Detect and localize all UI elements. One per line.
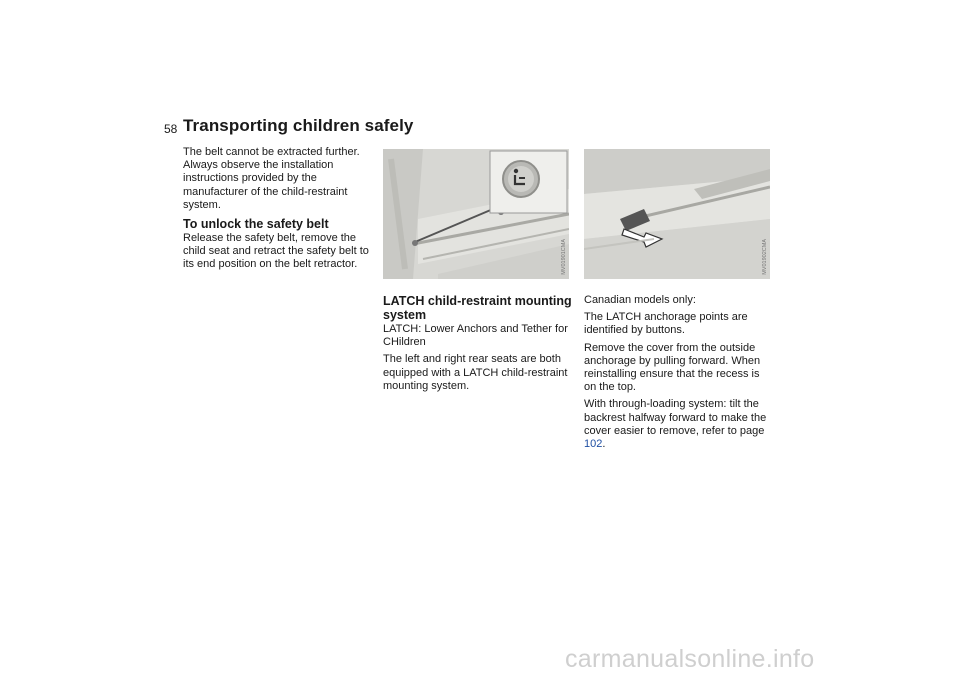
figure-code: MV01902CMA xyxy=(762,239,768,275)
column-3 xyxy=(584,294,774,455)
figure-code: MV01901CMA xyxy=(561,239,567,275)
figure-anchor-cover xyxy=(584,149,770,279)
anchor-cover-illustration xyxy=(584,149,770,279)
unlock-belt-heading: To unlock the safety belt xyxy=(183,217,329,232)
page-number: 58 xyxy=(164,122,178,136)
anchorage-identification: The LATCH anchorage points are identified by buttons. xyxy=(584,311,748,337)
column-2 xyxy=(383,294,573,397)
footer-watermark: carmanualsonline.info xyxy=(565,645,815,673)
latch-description: The left and right rear seats are both equipped with a LATCH child-restraint mounting system. xyxy=(383,353,568,392)
sentence-end: . xyxy=(602,438,606,451)
latch-definition: LATCH: Lower Anchors and Tether for CHildren xyxy=(383,323,568,349)
canadian-models-note: Canadian models only: xyxy=(584,294,696,306)
latch-heading: LATCH child-restraint mounting system xyxy=(383,294,572,322)
intro-paragraph: The belt cannot be extracted further. Always observe the installation instructions provided by the manufacturer of the child-restraint system. xyxy=(183,146,360,211)
through-loading-text: With through-loading system: tilt the backrest halfway forward to make the cover easier to remove, refer to page xyxy=(584,398,767,437)
figure-latch-anchor xyxy=(383,149,569,279)
page-reference-link[interactable]: 102 xyxy=(584,438,603,451)
cover-removal-paragraph: Remove the cover from the outside anchorage by pulling forward. When reinstalling ensure that the recess is on the top. xyxy=(584,341,761,394)
column-1 xyxy=(183,146,373,276)
page-title: Transporting children safely xyxy=(183,116,414,135)
unlock-belt-paragraph: Release the safety belt, remove the child seat and retract the safety belt to its end position on the belt retractor. xyxy=(183,232,369,271)
through-loading-paragraph xyxy=(584,398,774,451)
seat-anchor-illustration xyxy=(383,149,569,279)
